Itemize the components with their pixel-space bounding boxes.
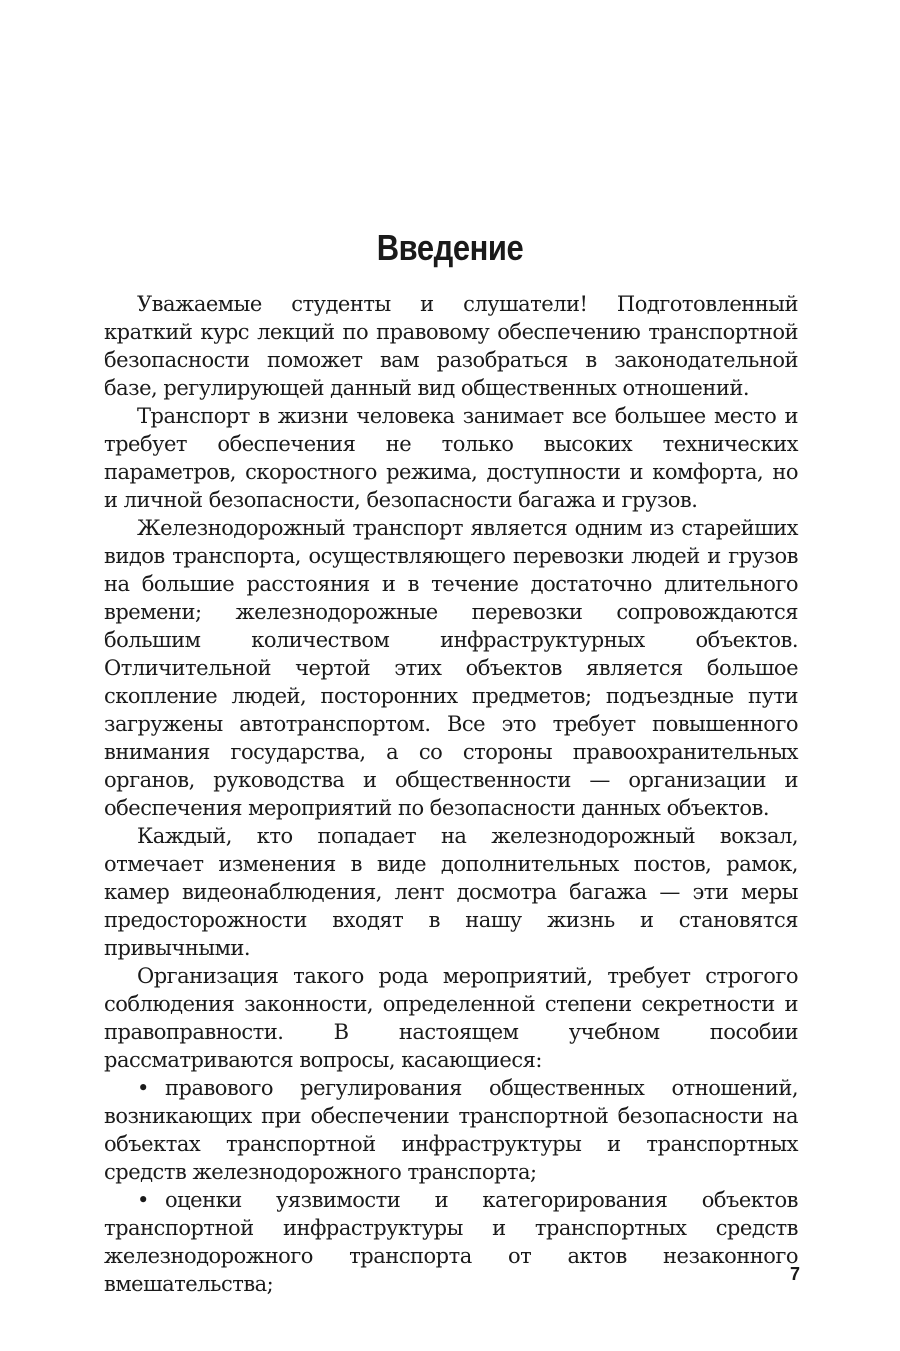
page-number: 7 <box>789 1264 800 1284</box>
bullet-text-1: правового регулирования общественных отношений, возникающих при обеспечении транспортной безопасности на объектах транспортной инфраструктуры и транспортных средств железнодорожного транспорта; <box>104 1076 798 1184</box>
body-text <box>104 290 798 1298</box>
page-title: Введение <box>376 227 524 269</box>
bullet-icon: • <box>137 1188 149 1212</box>
paragraph-4: Каждый, кто попадает на железнодорожный вокзал, отмечает изменения в виде дополнительных постов, рамок, камер видеонаблюдения, лент досмотра багажа — эти меры предосторожности входят в нашу жизнь и становятся привычными. <box>104 824 798 960</box>
bullet-text-2: оценки уязвимости и категорирования объектов транспортной инфраструктуры и транспортных средств железнодорожного транспорта от актов незаконного вмешательства; <box>104 1188 798 1296</box>
bullet-icon: • <box>137 1076 149 1100</box>
bullet-item-1 <box>104 1074 798 1186</box>
paragraph-5: Организация такого рода мероприятий, требует строгого соблюдения законности, определенной степени секретности и правоправности. В настоящем учебном пособии рассматриваются вопросы, касающиеся: <box>104 964 798 1072</box>
paragraph-1: Уважаемые студенты и слушатели! Подготовленный краткий курс лекций по правовому обеспечению транспортной безопасности поможет вам разобраться в законодательной базе, регулирующей данный вид общественных отношений. <box>104 292 798 400</box>
paragraph-2: Транспорт в жизни человека занимает все большее место и требует обеспечения не только высоких технических параметров, скоростного режима, доступности и комфорта, но и личной безопасности, безопасности багажа и грузов. <box>104 404 798 512</box>
paragraph-3: Железнодорожный транспорт является одним из старейших видов транспорта, осуществляющего перевозки людей и грузов на большие расстояния и в течение достаточно длительного времени; железнодорожные перевозки сопровождаются большим количеством инфраструктурных объектов. Отличительной чертой этих объектов является большое скопление людей, посторонних предметов; подъездные пути загружены автотранспортом. Все это требует повышенного внимания государства, а со стороны правоохранительных органов, руководства и общественности — организации и обеспечения мероприятий по безопасности данных объектов. <box>104 516 798 820</box>
bullet-item-2 <box>104 1186 798 1298</box>
